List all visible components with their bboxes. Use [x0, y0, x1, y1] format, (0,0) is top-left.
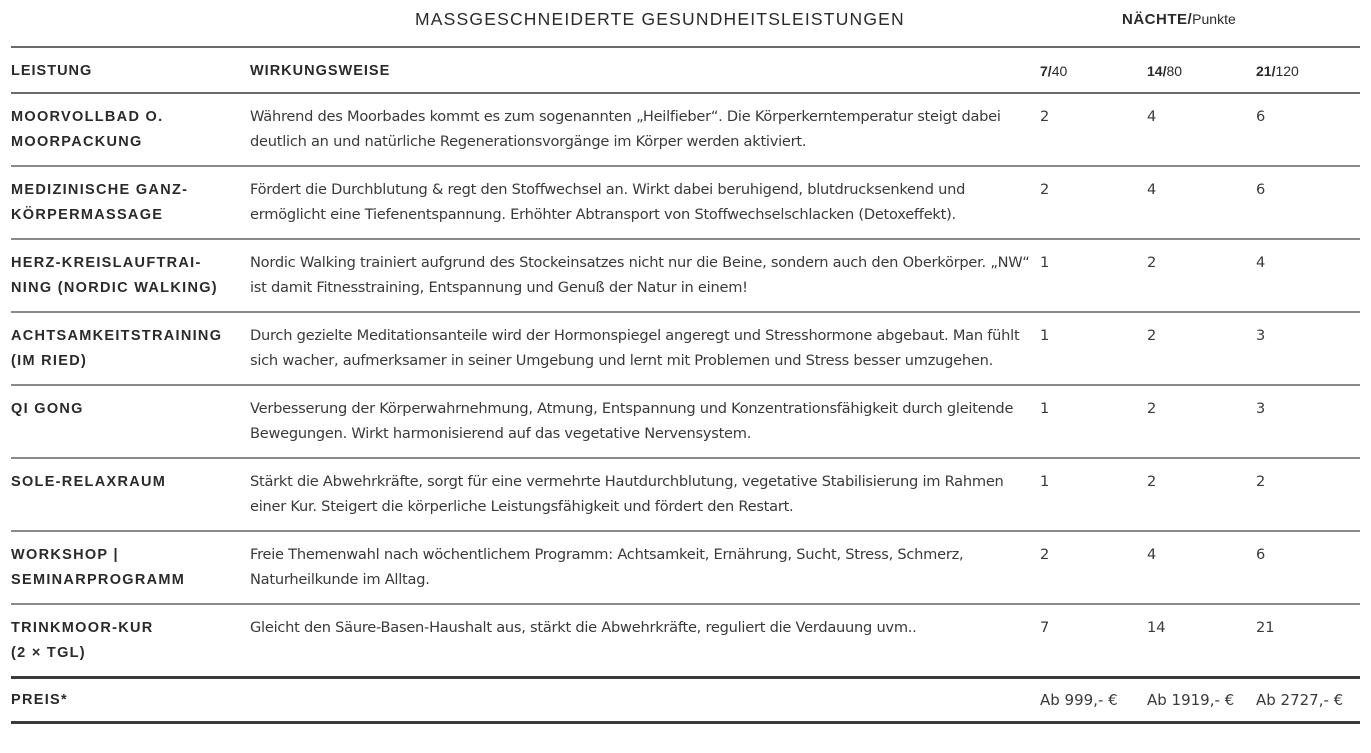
- service-name-line2: KÖRPERMASSAGE: [11, 206, 164, 223]
- price-7-nights: Ab 999,- €: [1040, 690, 1118, 709]
- service-name: [11, 385, 250, 458]
- service-description: Gleicht den Säure-Basen-Haushalt aus, stärkt die Abwehrkräfte, reguliert die Verdauung uvm..: [250, 619, 917, 636]
- service-name-line2: MOORPACKUNG: [11, 133, 143, 150]
- count-7-nights: 1: [1040, 473, 1050, 490]
- count-7-nights: 2: [1040, 546, 1050, 563]
- table-row-workshop: [11, 531, 1360, 604]
- service-name-line1: MOORVOLLBAD O.: [11, 109, 164, 125]
- nights-value: 7/: [1040, 62, 1052, 79]
- service-name: [11, 604, 250, 678]
- title-bar: [11, 0, 1360, 46]
- count-14-nights: 2: [1147, 473, 1157, 490]
- page-title: MASSGESCHNEIDERTE GESUNDHEITSLEISTUNGEN: [415, 9, 905, 29]
- service-description: Stärkt die Abwehrkräfte, sorgt für eine vermehrte Hautdurchblutung, vegetative Stabilisierung im Rahmen einer Kur. Steigert die körperliche Leistungsfähigkeit und fördert den Restart.: [250, 473, 1004, 515]
- count-14-nights: 4: [1147, 108, 1157, 125]
- count-7-nights: 1: [1040, 327, 1050, 344]
- health-services-page: [11, 0, 1360, 724]
- count-21-nights: 3: [1256, 327, 1266, 344]
- service-name-line1: QI GONG: [11, 401, 84, 417]
- column-header-effect: WIRKUNGSWEISE: [250, 62, 391, 79]
- column-header-7-nights: [1040, 47, 1147, 93]
- service-name-line2: (IM RIED): [11, 352, 88, 369]
- column-header-21-nights: [1256, 47, 1360, 93]
- column-header-14-nights: [1147, 47, 1256, 93]
- count-14-nights: 2: [1147, 254, 1157, 271]
- points-value: 40: [1051, 62, 1068, 79]
- service-name-line1: SOLE-RELAXRAUM: [11, 474, 167, 490]
- nights-label: NÄCHTE/: [1122, 11, 1193, 28]
- count-7-nights: 2: [1040, 181, 1050, 198]
- service-name: [11, 312, 250, 385]
- table-row-moorvollbad: [11, 93, 1360, 166]
- table-row-sole-relaxraum: [11, 458, 1360, 531]
- column-header-service: LEISTUNG: [11, 62, 93, 79]
- service-name: [11, 239, 250, 312]
- count-14-nights: 2: [1147, 327, 1157, 344]
- nights-points-label: [1122, 11, 1236, 28]
- count-7-nights: 1: [1040, 400, 1050, 417]
- points-label: Punkte: [1192, 11, 1236, 27]
- service-name-line1: HERZ-KREISLAUFTRAI-: [11, 255, 202, 271]
- service-name-line2: SEMINARPROGRAMM: [11, 571, 186, 588]
- count-21-nights: 6: [1256, 108, 1266, 125]
- service-description: Nordic Walking trainiert aufgrund des Stockeinsatzes nicht nur die Beine, sondern auch den Oberkörper. „NW“ ist damit Fitnesstraining, Entspannung und Genuß der Natur in einem!: [250, 254, 1030, 296]
- table-row-nordic-walking: [11, 239, 1360, 312]
- count-21-nights: 6: [1256, 181, 1266, 198]
- price-label: PREIS*: [11, 691, 68, 708]
- price-21-nights: Ab 2727,- €: [1256, 690, 1344, 709]
- service-description: Verbesserung der Körperwahrnehmung, Atmung, Entspannung und Konzentrationsfähigkeit durch gleitende Bewegungen. Wirkt harmonisierend auf das vegetative Nervensystem.: [250, 400, 1014, 442]
- service-name-line1: MEDIZINISCHE GANZ-: [11, 182, 189, 198]
- service-description: Freie Themenwahl nach wöchentlichem Programm: Achtsamkeit, Ernährung, Sucht, Stress, Schmerz, Naturheilkunde im Alltag.: [250, 546, 964, 588]
- service-name-line2: NING (NORDIC WALKING): [11, 279, 218, 296]
- service-description: Durch gezielte Meditationsanteile wird der Hormonspiegel angeregt und Stresshormone abgebaut. Man fühlt sich wacher, aufmerksamer in seiner Umgebung und lernt mit Problemen und Stress besser umzugehen.: [250, 327, 1020, 369]
- table-row-trinkmoor: [11, 604, 1360, 678]
- table-row-qi-gong: [11, 385, 1360, 458]
- table-header-row: [11, 47, 1360, 93]
- count-14-nights: 2: [1147, 400, 1157, 417]
- table-row-massage: [11, 166, 1360, 239]
- service-name-line2: (2 × TGL): [11, 644, 86, 661]
- service-description: Während des Moorbades kommt es zum sogenannten „Heilfieber“. Die Körperkerntemperatur steigt dabei deutlich an und natürliche Regenerationsvorgänge im Körper werden aktiviert.: [250, 108, 1001, 150]
- count-21-nights: 3: [1256, 400, 1266, 417]
- table-row-achtsamkeit: [11, 312, 1360, 385]
- service-name: [11, 93, 250, 166]
- services-table: [11, 46, 1360, 724]
- count-21-nights: 2: [1256, 473, 1266, 490]
- price-spacer: [250, 678, 1040, 723]
- count-14-nights: 14: [1147, 619, 1166, 636]
- count-7-nights: 2: [1040, 108, 1050, 125]
- price-14-nights: Ab 1919,- €: [1147, 690, 1235, 709]
- nights-value: 21/: [1256, 62, 1276, 79]
- service-name-line1: TRINKMOOR-KUR: [11, 620, 154, 636]
- count-7-nights: 1: [1040, 254, 1050, 271]
- count-21-nights: 6: [1256, 546, 1266, 563]
- count-14-nights: 4: [1147, 546, 1157, 563]
- count-7-nights: 7: [1040, 619, 1050, 636]
- service-description: Fördert die Durchblutung & regt den Stoffwechsel an. Wirkt dabei beruhigend, blutdrucksenkend und ermöglicht eine Tiefenentspannung. Erhöhter Abtransport von Stoffwechselschlacken (Detoxeffekt).: [250, 181, 966, 223]
- price-row: [11, 678, 1360, 723]
- service-name: [11, 458, 250, 531]
- count-21-nights: 4: [1256, 254, 1266, 271]
- nights-value: 14/: [1147, 62, 1167, 79]
- service-name-line1: ACHTSAMKEITSTRAINING: [11, 328, 223, 344]
- count-21-nights: 21: [1256, 619, 1275, 636]
- service-name-line1: WORKSHOP |: [11, 547, 119, 563]
- service-name: [11, 531, 250, 604]
- service-name: [11, 166, 250, 239]
- points-value: 80: [1166, 62, 1183, 79]
- points-value: 120: [1275, 62, 1299, 79]
- count-14-nights: 4: [1147, 181, 1157, 198]
